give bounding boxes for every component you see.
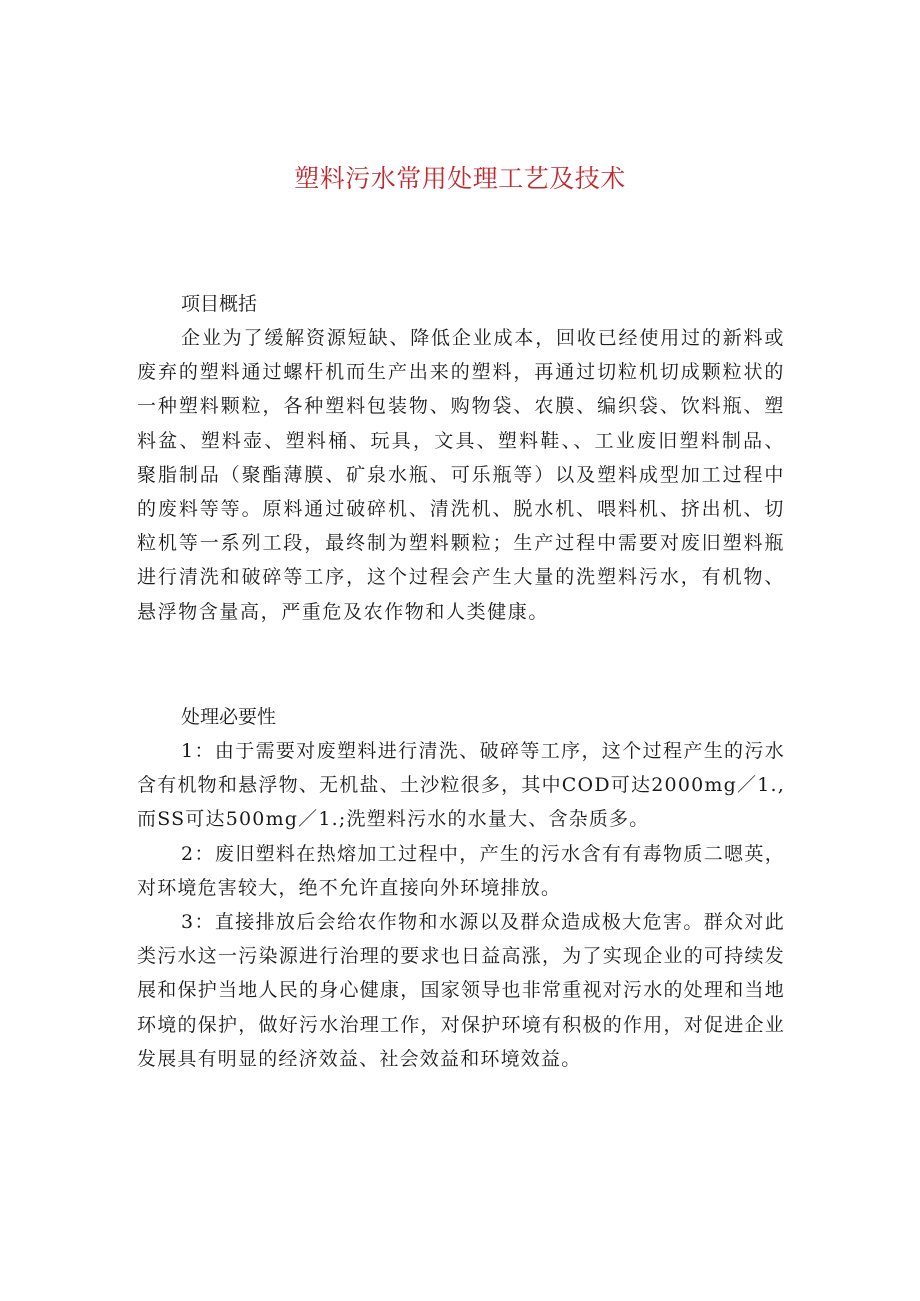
overview-paragraph: 企业为了缓解资源短缺、降低企业成本，回收已经使用过的新料或废弃的塑料通过螺杆机而生产出来的塑料，再通过切粒机切成颗粒状的一种塑料颗粒，各种塑料包装物、购物袋、农膜、编织袋、饮料瓶、塑料盆、塑料壶、塑料桶、玩具，文具、塑料鞋、、工业废旧塑料制品、聚脂制品（聚酯薄膜、矿泉水瓶、可乐瓶等）以及塑料成型加工过程中的废料等等。原料通过破碎机、清洗机、脱水机、喂料机、挤出机、切粒机等一系列工段，最终制为塑料颗粒；生产过程中需要对废旧塑料瓶进行清洗和破碎等工序，这个过程会产生大量的洗塑料污水，有机物、悬浮物含量高，严重危及农作物和人类健康。	[137, 327, 785, 623]
necessity-section	[137, 700, 785, 1076]
necessity-point-2: 2：废旧塑料在热熔加工过程中，产生的污水含有有毒物质二嗯英，对环境危害较大，绝不允许直接向外环境排放。	[137, 842, 785, 899]
overview-heading: 项目概括	[181, 293, 258, 315]
necessity-point-3: 3：直接排放后会给农作物和水源以及群众造成极大危害。群众对此类污水这一污染源进行治理的要求也日益高涨，为了实现企业的可持续发展和保护当地人民的身心健康，国家领导也非常重视对污水的处理和当地环境的保护，做好污水治理工作，对保护环境有积极的作用，对促进企业发展具有明显的经济效益、社会效益和环境效益。	[137, 911, 785, 1070]
document-title: 塑料污水常用处理工艺及技术	[294, 164, 626, 193]
overview-section	[137, 287, 785, 629]
necessity-heading: 处理必要性	[181, 706, 277, 728]
necessity-point-1: 1：由于需要对废塑料进行清洗、破碎等工序，这个过程产生的污水含有机物和悬浮物、无机盐、土沙粒很多，其中COD可达2000mg／1.,而SS可达500mg／1.;洗塑料污水的水量大、含杂质多。	[137, 740, 785, 831]
